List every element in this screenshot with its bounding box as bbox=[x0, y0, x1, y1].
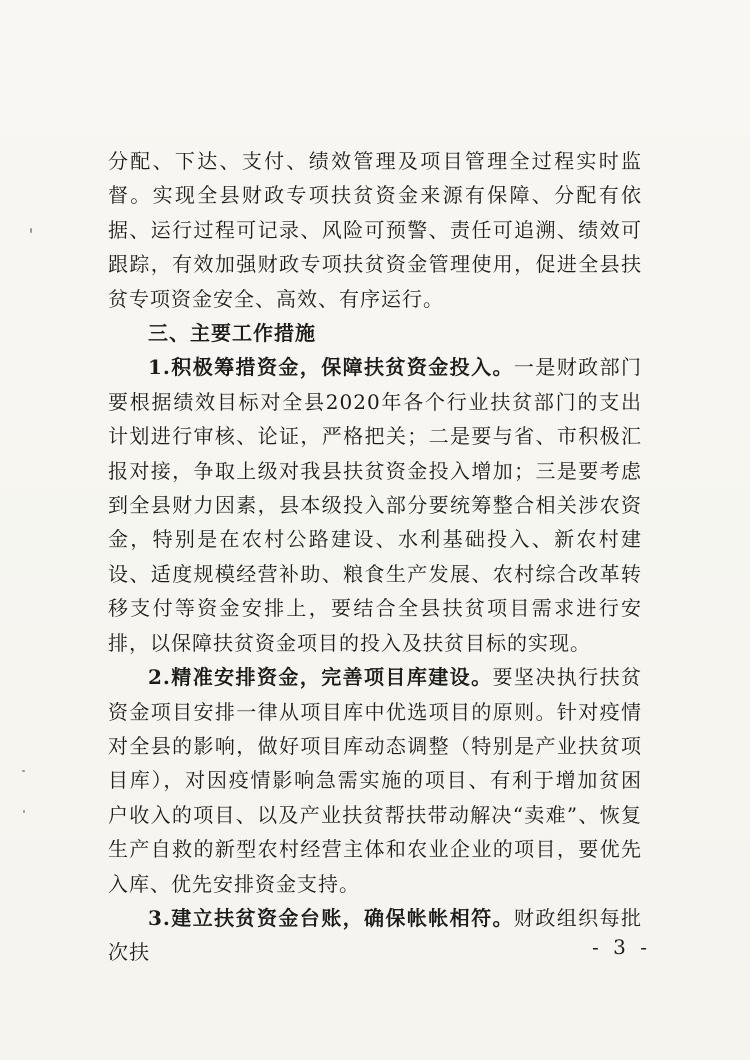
paragraph-continuation: 分配、下达、支付、绩效管理及项目管理全过程实时监督。实现全县财政专项扶贫资金来源有保障、分配有依据、运行过程可记录、风险可预警、责任可追溯、绩效可跟踪，有效加强财政专项扶贫资金管理使用，促进全县扶贫专项资金安全、高效、有序运行。 bbox=[108, 149, 642, 311]
section-title: 三、主要工作措施 bbox=[148, 321, 316, 346]
page-number: - 3 - bbox=[592, 935, 651, 959]
measure-text-2: 要坚决执行扶贫资金项目安排一律从项目库中优选项目的原则。针对疫情对全县的影响，做好项目库动态调整（特别是产业扶贫项目库），对因疫情影响急需实施的项目、有利于增加贫困户收入的项目、以及产业扶贫帮扶带动解决“卖难”、恢复生产自救的新型农村经营主体和农业企业的项目，要优先入库、优先安排资金支持。 bbox=[108, 665, 642, 896]
measure-text-1: 一是财政部门要根据绩效目标对全县2020年各个行业扶贫部门的支出计划进行审核、论证，严格把关；二是要与省、市积极汇报对接，争取上级对我县扶贫资金投入增加；三是要考虑到全县财力因素，县本级投入部分要统筹整合相关涉农资金，特别是在农村公路建设、水利基础投入、新农村建设、适度规模经营补助、粮食生产发展、农村综合改革转移支付等资金安排上，要结合全县扶贫项目需求进行安排，以保障扶贫资金项目的投入及扶贫目标的实现。 bbox=[108, 355, 642, 655]
measure-heading-2: 2.精准安排资金，完善项目库建设。 bbox=[148, 665, 493, 690]
scan-speck bbox=[23, 810, 25, 813]
measure-paragraph-1 bbox=[108, 350, 642, 660]
measure-text-3: 财政组织每批次扶 bbox=[108, 905, 642, 965]
measure-heading-1: 1.积极筹措资金，保障扶贫资金投入。 bbox=[148, 355, 514, 380]
measure-heading-3: 3.建立扶贫资金台账，确保帐帐相符。 bbox=[148, 905, 514, 930]
measure-paragraph-2 bbox=[108, 660, 642, 901]
scan-speck bbox=[30, 228, 32, 233]
scan-speck bbox=[22, 770, 25, 772]
measure-paragraph-3 bbox=[108, 901, 642, 970]
body-text bbox=[108, 144, 642, 970]
